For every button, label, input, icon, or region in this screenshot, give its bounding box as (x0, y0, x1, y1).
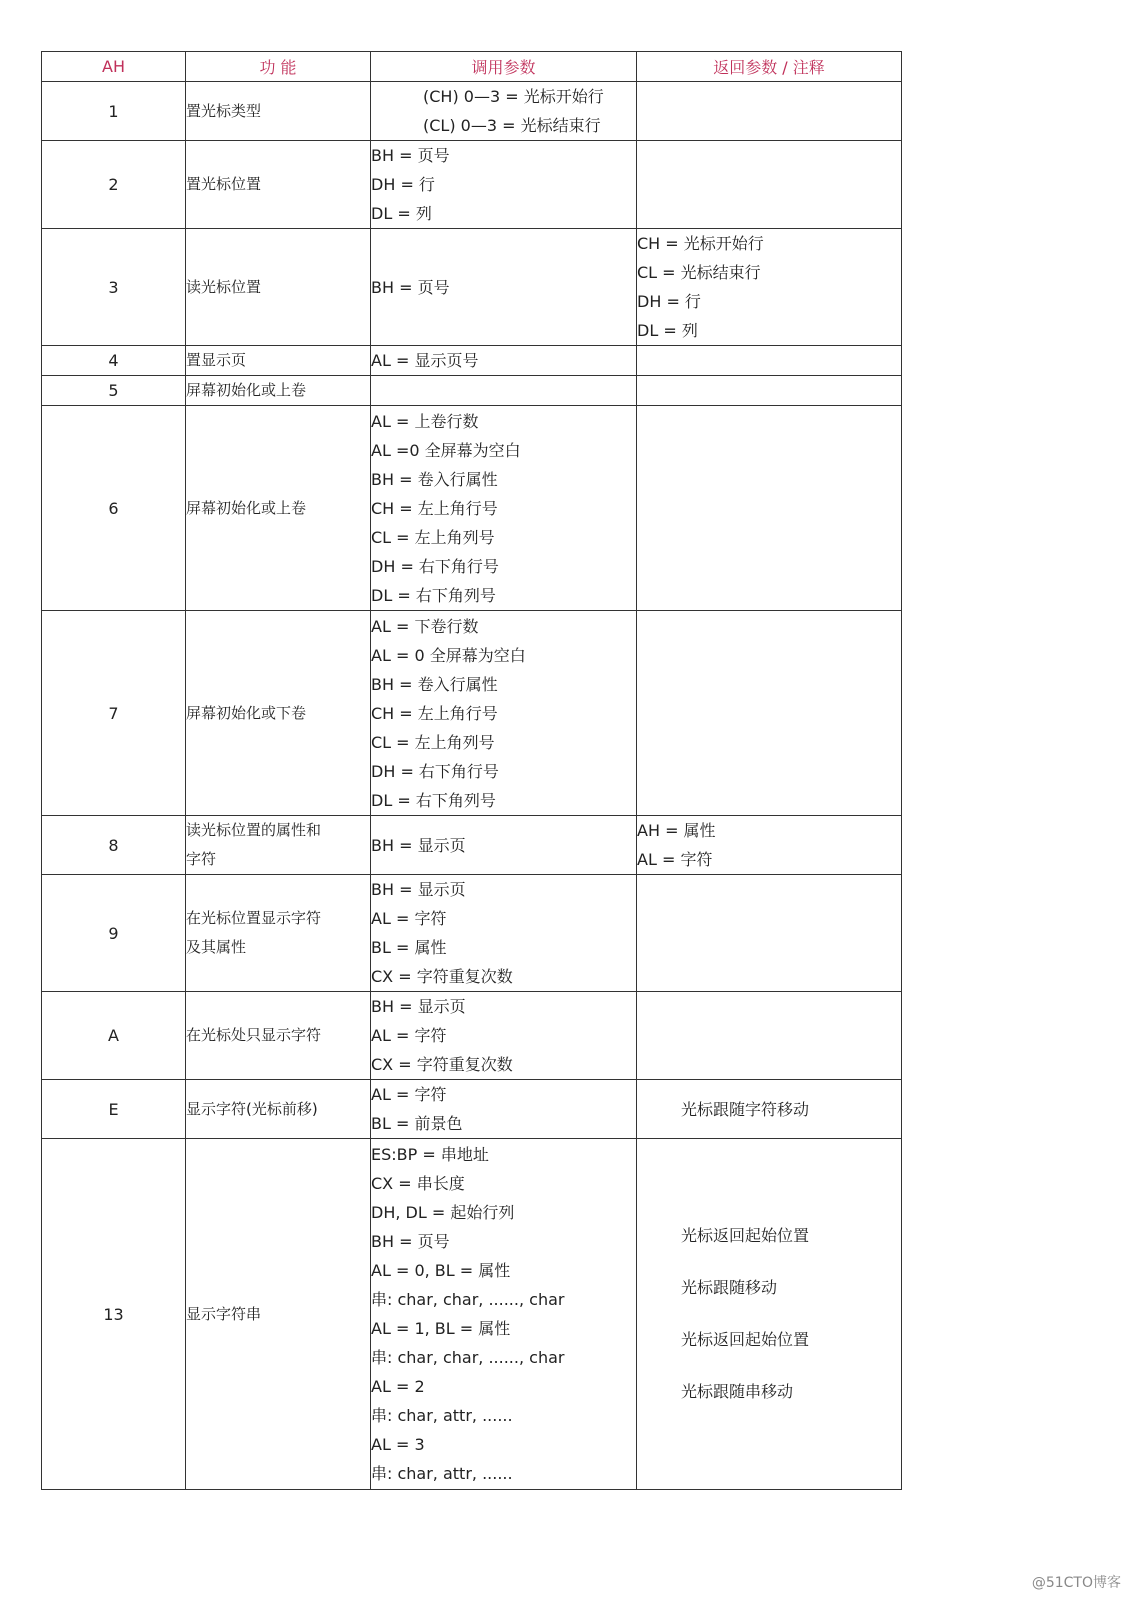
function-cell: 在光标处只显示字符 (186, 992, 371, 1080)
table-row (42, 141, 902, 229)
ah-cell: 8 (42, 816, 186, 875)
function-cell: 屏幕初始化或上卷 (186, 406, 371, 611)
returns-cell: 光标跟随字符移动 (637, 1080, 902, 1139)
returns-cell (637, 875, 902, 992)
returns-cell (637, 611, 902, 816)
params-cell (371, 376, 637, 406)
ah-cell: 7 (42, 611, 186, 816)
params-cell: BH = 页号 (371, 229, 637, 346)
params-cell: (CH) 0—3 = 光标开始行 (CL) 0—3 = 光标结束行 (371, 82, 637, 141)
function-cell: 屏幕初始化或下卷 (186, 611, 371, 816)
table-row (42, 1139, 902, 1490)
returns-cell: 光标返回起始位置 光标跟随移动 光标返回起始位置 光标跟随串移动 (637, 1139, 902, 1490)
ah-cell: 4 (42, 346, 186, 376)
params-cell: BH = 显示页 AL = 字符 BL = 属性 CX = 字符重复次数 (371, 875, 637, 992)
table-row (42, 611, 902, 816)
function-cell: 置光标位置 (186, 141, 371, 229)
table-row (42, 406, 902, 611)
ah-cell: 2 (42, 141, 186, 229)
ah-cell: E (42, 1080, 186, 1139)
function-cell: 显示字符串 (186, 1139, 371, 1490)
params-cell: AL = 字符 BL = 前景色 (371, 1080, 637, 1139)
table-header-row (42, 52, 902, 82)
ah-cell: 6 (42, 406, 186, 611)
table-row (42, 816, 902, 875)
params-cell: AL = 上卷行数 AL =0 全屏幕为空白 BH = 卷入行属性 CH = 左上角行号 CL = 左上角列号 DH = 右下角行号 DL = 右下角列号 (371, 406, 637, 611)
ah-cell: 9 (42, 875, 186, 992)
table-row (42, 992, 902, 1080)
function-cell: 读光标位置的属性和 字符 (186, 816, 371, 875)
params-cell: BH = 显示页 (371, 816, 637, 875)
header-returns: 返回参数 / 注释 (637, 52, 902, 82)
function-cell: 在光标位置显示字符 及其属性 (186, 875, 371, 992)
table-row (42, 229, 902, 346)
returns-cell (637, 406, 902, 611)
params-cell: BH = 显示页 AL = 字符 CX = 字符重复次数 (371, 992, 637, 1080)
table-row (42, 1080, 902, 1139)
ah-cell: 13 (42, 1139, 186, 1490)
table-row (42, 346, 902, 376)
ah-cell: 1 (42, 82, 186, 141)
ah-cell: 3 (42, 229, 186, 346)
function-cell: 屏幕初始化或上卷 (186, 376, 371, 406)
bios-int10-table (41, 51, 902, 1490)
function-cell: 读光标位置 (186, 229, 371, 346)
watermark: @51CTO博客 (1031, 1575, 1121, 1591)
table-row (42, 875, 902, 992)
params-cell: BH = 页号 DH = 行 DL = 列 (371, 141, 637, 229)
params-cell: AL = 显示页号 (371, 346, 637, 376)
returns-cell (637, 141, 902, 229)
header-function: 功 能 (186, 52, 371, 82)
table-row (42, 376, 902, 406)
function-cell: 显示字符(光标前移) (186, 1080, 371, 1139)
ah-cell: 5 (42, 376, 186, 406)
header-params: 调用参数 (371, 52, 637, 82)
header-ah: AH (42, 52, 186, 82)
returns-cell (637, 346, 902, 376)
function-cell: 置光标类型 (186, 82, 371, 141)
ah-cell: A (42, 992, 186, 1080)
returns-cell: AH = 属性 AL = 字符 (637, 816, 902, 875)
table-row (42, 82, 902, 141)
returns-cell (637, 82, 902, 141)
params-cell: AL = 下卷行数 AL = 0 全屏幕为空白 BH = 卷入行属性 CH = 左上角行号 CL = 左上角列号 DH = 右下角行号 DL = 右下角列号 (371, 611, 637, 816)
returns-cell: CH = 光标开始行 CL = 光标结束行 DH = 行 DL = 列 (637, 229, 902, 346)
returns-cell (637, 992, 902, 1080)
returns-cell (637, 376, 902, 406)
function-cell: 置显示页 (186, 346, 371, 376)
params-cell: ES:BP = 串地址 CX = 串长度 DH, DL = 起始行列 BH = 页号 AL = 0, BL = 属性 串: char, char, ......, char AL = 1, BL = 属性 串: char, char, ......, char AL = 2 串: char, attr, ...... AL = 3 串: char, attr, ...... (371, 1139, 637, 1490)
